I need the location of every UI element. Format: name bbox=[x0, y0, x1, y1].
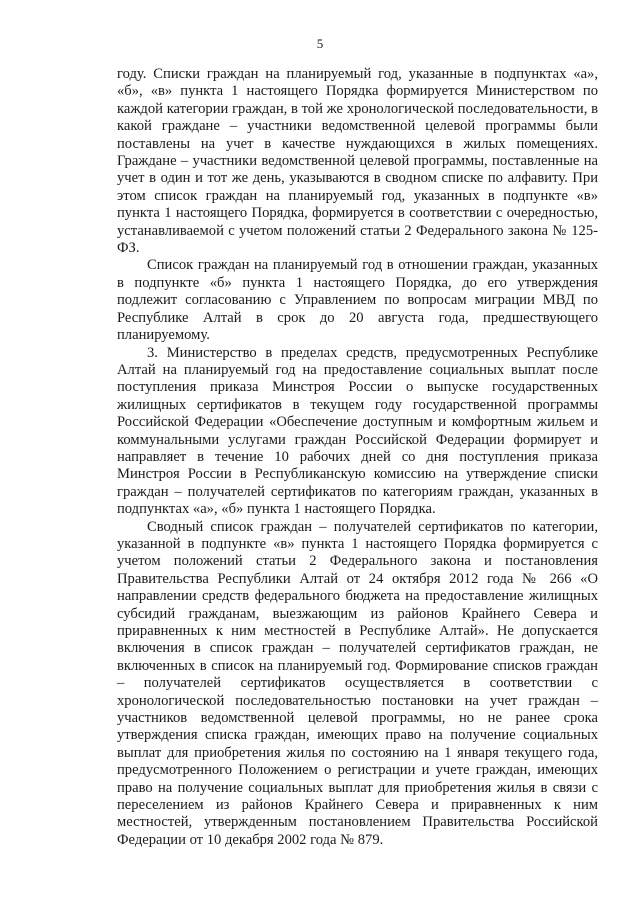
paragraph-summary-list: Сводный список граждан – получателей сертификатов по категории, указанной в подпункте «в» пункта 1 настоящего Порядка формируется с учетом положений статьи 2 Федерального закона и постановления Правительства Республики Алтай от 24 октября 2012 года № 266 «О направлении средств федерального бюджета на предоставление жилищных субсидий гражданам, выезжающим из районов Крайнего Севера и приравненных к ним местностей в Республике Алтай». Не допускается включения в список граждан – получателей сертификатов граждан, не включенных в список на планируемый год. Формирование списков граждан – получателей сертификатов осуществляется в соответствии с хронологической последовательностью постановки на учет граждан – участников ведомственной целевой программы, но не ранее срока утверждения списка граждан, имеющих право на получение социальных выплат для приобретения жилья по состоянию на 1 января текущего года, предусмотренного Положением о регистрации и учете граждан, имеющих право на получение социальных выплат для приобретения жилья в связи с переселением из районов Крайнего Севера и приравненных к ним местностей, утвержденным постановлением Правительства Российской Федерации от 10 декабря 2002 года № 879. bbox=[117, 518, 598, 848]
page-number: 5 bbox=[316, 36, 324, 51]
paragraph-continuation: году. Списки граждан на планируемый год, указанные в подпунктах «а», «б», «в» пункта 1 настоящего Порядка формируется Министерством по каждой категории граждан, в той же хронологической последовательности, в какой граждане – участники ведомственной целевой программы были поставлены на учет в качестве нуждающихся в жилых помещениях. Граждане – участники ведомственной целевой программы, поставленные на учет в один и тот же день, указываются в сводном списке по алфавиту. При этом список граждан на планируемый год, указанных в подпункте «в» пункта 1 настоящего Порядка, формируется в соответствии с очередностью, устанавливаемой с учетом положений статьи 2 Федерального закона № 125-ФЗ. bbox=[117, 66, 598, 257]
paragraph-list-agreement: Список граждан на планируемый год в отношении граждан, указанных в подпункте «б» пункта 1 настоящего Порядка, до его утверждения подлежит согласованию с Управлением по вопросам миграции МВД по Республике Алтай в срок до 20 августа года, предшествующего планируемому. bbox=[117, 257, 598, 344]
document-body bbox=[117, 66, 598, 849]
paragraph-item-3: 3. Министерство в пределах средств, предусмотренных Республике Алтай на планируемый год на предоставление социальных выплат после поступления приказа Минстроя России о выпуске государственных жилищных сертификатов в текущем году государственной программы Российской Федерации «Обеспечение доступным и комфортным жильем и коммунальными услугами граждан Российской Федерации формирует и направляет в течение 10 рабочих дней со дня поступления приказа Минстроя России в Республиканскую комиссию на утверждение списки граждан – получателей сертификатов по категориям граждан, указанных в подпунктах «а», «б» пункта 1 настоящего Порядка. bbox=[117, 344, 598, 518]
